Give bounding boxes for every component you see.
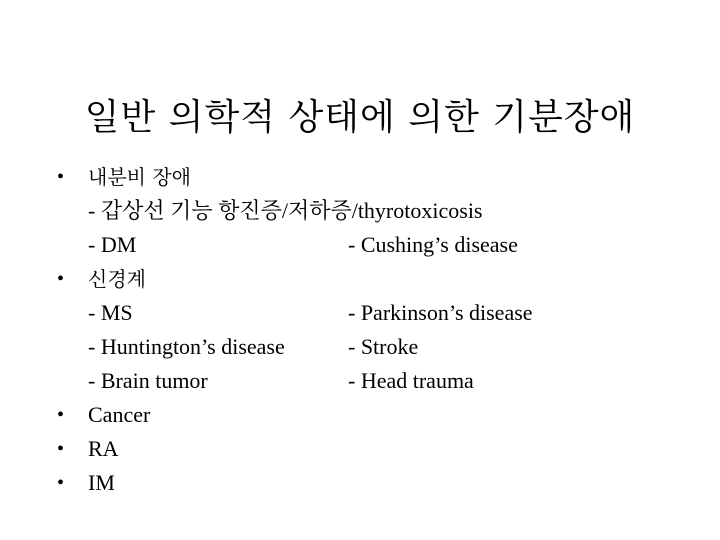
bullet-icon: • — [57, 166, 65, 188]
sub-item-stroke: - Stroke — [348, 334, 419, 359]
list-item-neuro: 신경계 — [88, 267, 146, 291]
sub-item-head-trauma: - Head trauma — [348, 368, 474, 393]
bullet-icon: • — [57, 472, 65, 494]
sub-item-ms: - MS — [88, 300, 133, 325]
sub-item-dm: - DM — [88, 232, 137, 257]
bullet-icon: • — [57, 404, 65, 426]
sub-item-brain-tumor: - Brain tumor — [88, 368, 208, 393]
bullet-icon: • — [57, 268, 65, 290]
list-item-cancer: Cancer — [88, 402, 151, 427]
list-item-ra: RA — [88, 436, 119, 461]
sub-item-cushing: - Cushing’s disease — [348, 232, 518, 257]
sub-item-parkinson: - Parkinson’s disease — [348, 300, 533, 325]
slide-title: 일반 의학적 상태에 의한 기분장애 — [84, 97, 636, 139]
list-item-endocrine: 내분비 장애 — [88, 165, 191, 189]
sub-item-huntington: - Huntington’s disease — [88, 334, 285, 359]
sub-item-thyroid-text: - 갑상선 기능 항진증/저하증/thyrotoxicosis — [88, 198, 483, 223]
bullet-icon: • — [57, 438, 65, 460]
sub-item-thyroid — [88, 194, 483, 228]
list-item-im: IM — [88, 470, 115, 495]
